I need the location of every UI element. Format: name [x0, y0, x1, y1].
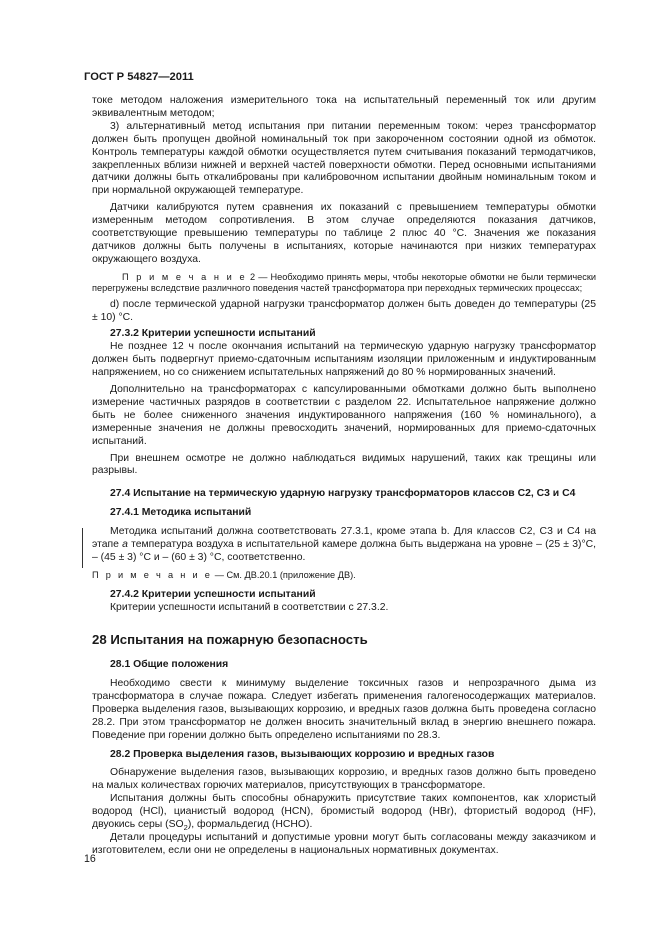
page-body: [92, 95, 596, 858]
page-number: 16: [84, 853, 96, 865]
paragraph: 3) альтернативный метод испытания при питании переменным током: через трансформатор должен быть пропущен двойной номинальный ток при закороченном состоянии одной из обмоток. Контроль температуры каждой обмотки осуществляется путем считывания показаний термодатчиков, закрепленных вблизи нижней и верхней частей поверхности обмотки. Перед основными испытаниями датчики должны быть откалиброваны при калибровочном испытании двойным номинальным током и при нормальной окружающей температуре.: [92, 120, 596, 197]
change-marker-bar: [82, 528, 83, 568]
note-text: 2 — Необходимо принять меры, чтобы некоторые обмотки не были термически перегружены вследствие различного поведения частей трансформатора при переходных термических процессах;: [92, 271, 597, 294]
heading-27-4-2: 27.4.2 Критерии успешности испытаний: [110, 589, 316, 601]
paragraph: Не позднее 12 ч после окончания испытаний на термическую ударную нагрузку трансформатор должен быть подвергнут приемо-сдаточным испытаниям изоляции приложенным и индуктированным напряжением, но со снижением испытательных напряжений до 80 % нормированных значений.: [92, 341, 596, 379]
paragraph: токе методом наложения измерительного тока на испытательный переменный ток или другим эквивалентным методом;: [92, 95, 596, 119]
paragraph: Необходимо свести к минимуму выделение токсичных газов и непрозрачного дыма из трансформатора в случае пожара. Следует избегать применения галогеносодержащих материалов. Проверка выделения газов, вызывающих коррозию, и вредных газов должна быть проведена согласно 28.2. При этом трансформатор не должен вносить значительный вклад в энергию внешнего пожара. Поведение при горении должно быть определено испытаниями по 28.3.: [92, 678, 596, 741]
note-text: — См. ДВ.20.1 (приложение ДВ).: [214, 569, 356, 580]
paragraph: d) после термической ударной нагрузки трансформатор должен быть доведен до температуры (25 ± 10) °С.: [92, 298, 596, 323]
paragraph: Критерии успешности испытаний в соответствии с 27.3.2.: [110, 602, 389, 614]
note: [92, 272, 596, 295]
note: [92, 570, 596, 581]
paragraph: Дополнительно на трансформаторах с капсулированными обмотками должно быть выполнено измерение частичных разрядов в соответствии с разделом 22. Испытательное напряжение должно быть не более сниженного значения индуктированного напряжения (160 % номинального), а измеренные значения не должны превосходить значений, нормированных для приемо-сдаточных испытаний.: [92, 384, 596, 447]
heading-27-3-2: 27.3.2 Критерии успешности испытаний: [110, 328, 316, 340]
paragraph: Детали процедуры испытаний и допустимые уровни могут быть согласованы между заказчиком и изготовителем, если они не определены в национальных нормативных документах.: [92, 832, 596, 856]
heading-section-28: 28 Испытания на пожарную безопасность: [92, 632, 368, 648]
paragraph: Обнаружение выделения газов, вызывающих коррозию, и вредных газов должно быть проведено на малых количествах горючих материалов, присутствующих в трансформаторе.: [92, 767, 596, 792]
paragraph: Датчики калибруются путем сравнения их показаний с превышением температуры обмотки измеренным методом сопротивления. В этом случае определяются показания датчиков, соответствующие превышению температуры по таблице 2 плюс 40 °С. Значения же показания датчиков должны быть получены в испытаниях, которые начинаются при низких температурах окружающего воздуха.: [92, 202, 596, 265]
paragraph: При внешнем осмотре не должно наблюдаться видимых нарушений, таких как трещины или разрывы.: [92, 452, 596, 477]
paragraph: Испытания должны быть способны обнаружить присутствие таких компонентов, как хлористый водород (HCl), цианистый водород (HCN), бромистый водород (HBr), фтористый водород (HF), двуокись серы $(SO_2)$, формальдегид (HCHO).: [92, 793, 596, 833]
note-label: П р и м е ч а н и е: [122, 271, 247, 282]
subscript: 2: [183, 823, 188, 833]
heading-27-4-1: 27.4.1 Методика испытаний: [110, 507, 252, 519]
heading-28-2: 28.2 Проверка выделения газов, вызывающих коррозию и вредных газов: [110, 748, 495, 760]
standard-designation: ГОСТ Р 54827—2011: [84, 71, 194, 83]
heading-28-1: 28.1 Общие положения: [110, 659, 229, 671]
changed-block: [92, 526, 596, 565]
note-label: П р и м е ч а н и е: [92, 569, 213, 580]
paragraph: Методика испытаний должна соответствовать 27.3.1, кроме этапа b. Для классов С2, С3 и С4 на этапе а температура воздуха в испытательной камере должна быть выдержана на уровне – (25 ± 3)°С, – (45 ± 3) °С и – (60 ± 3) °С, соответственно.: [92, 526, 596, 563]
heading-27-4: 27.4 Испытание на термическую ударную нагрузку трансформаторов классов С2, С3 и С4: [110, 488, 576, 500]
variable-a: а: [122, 539, 128, 551]
